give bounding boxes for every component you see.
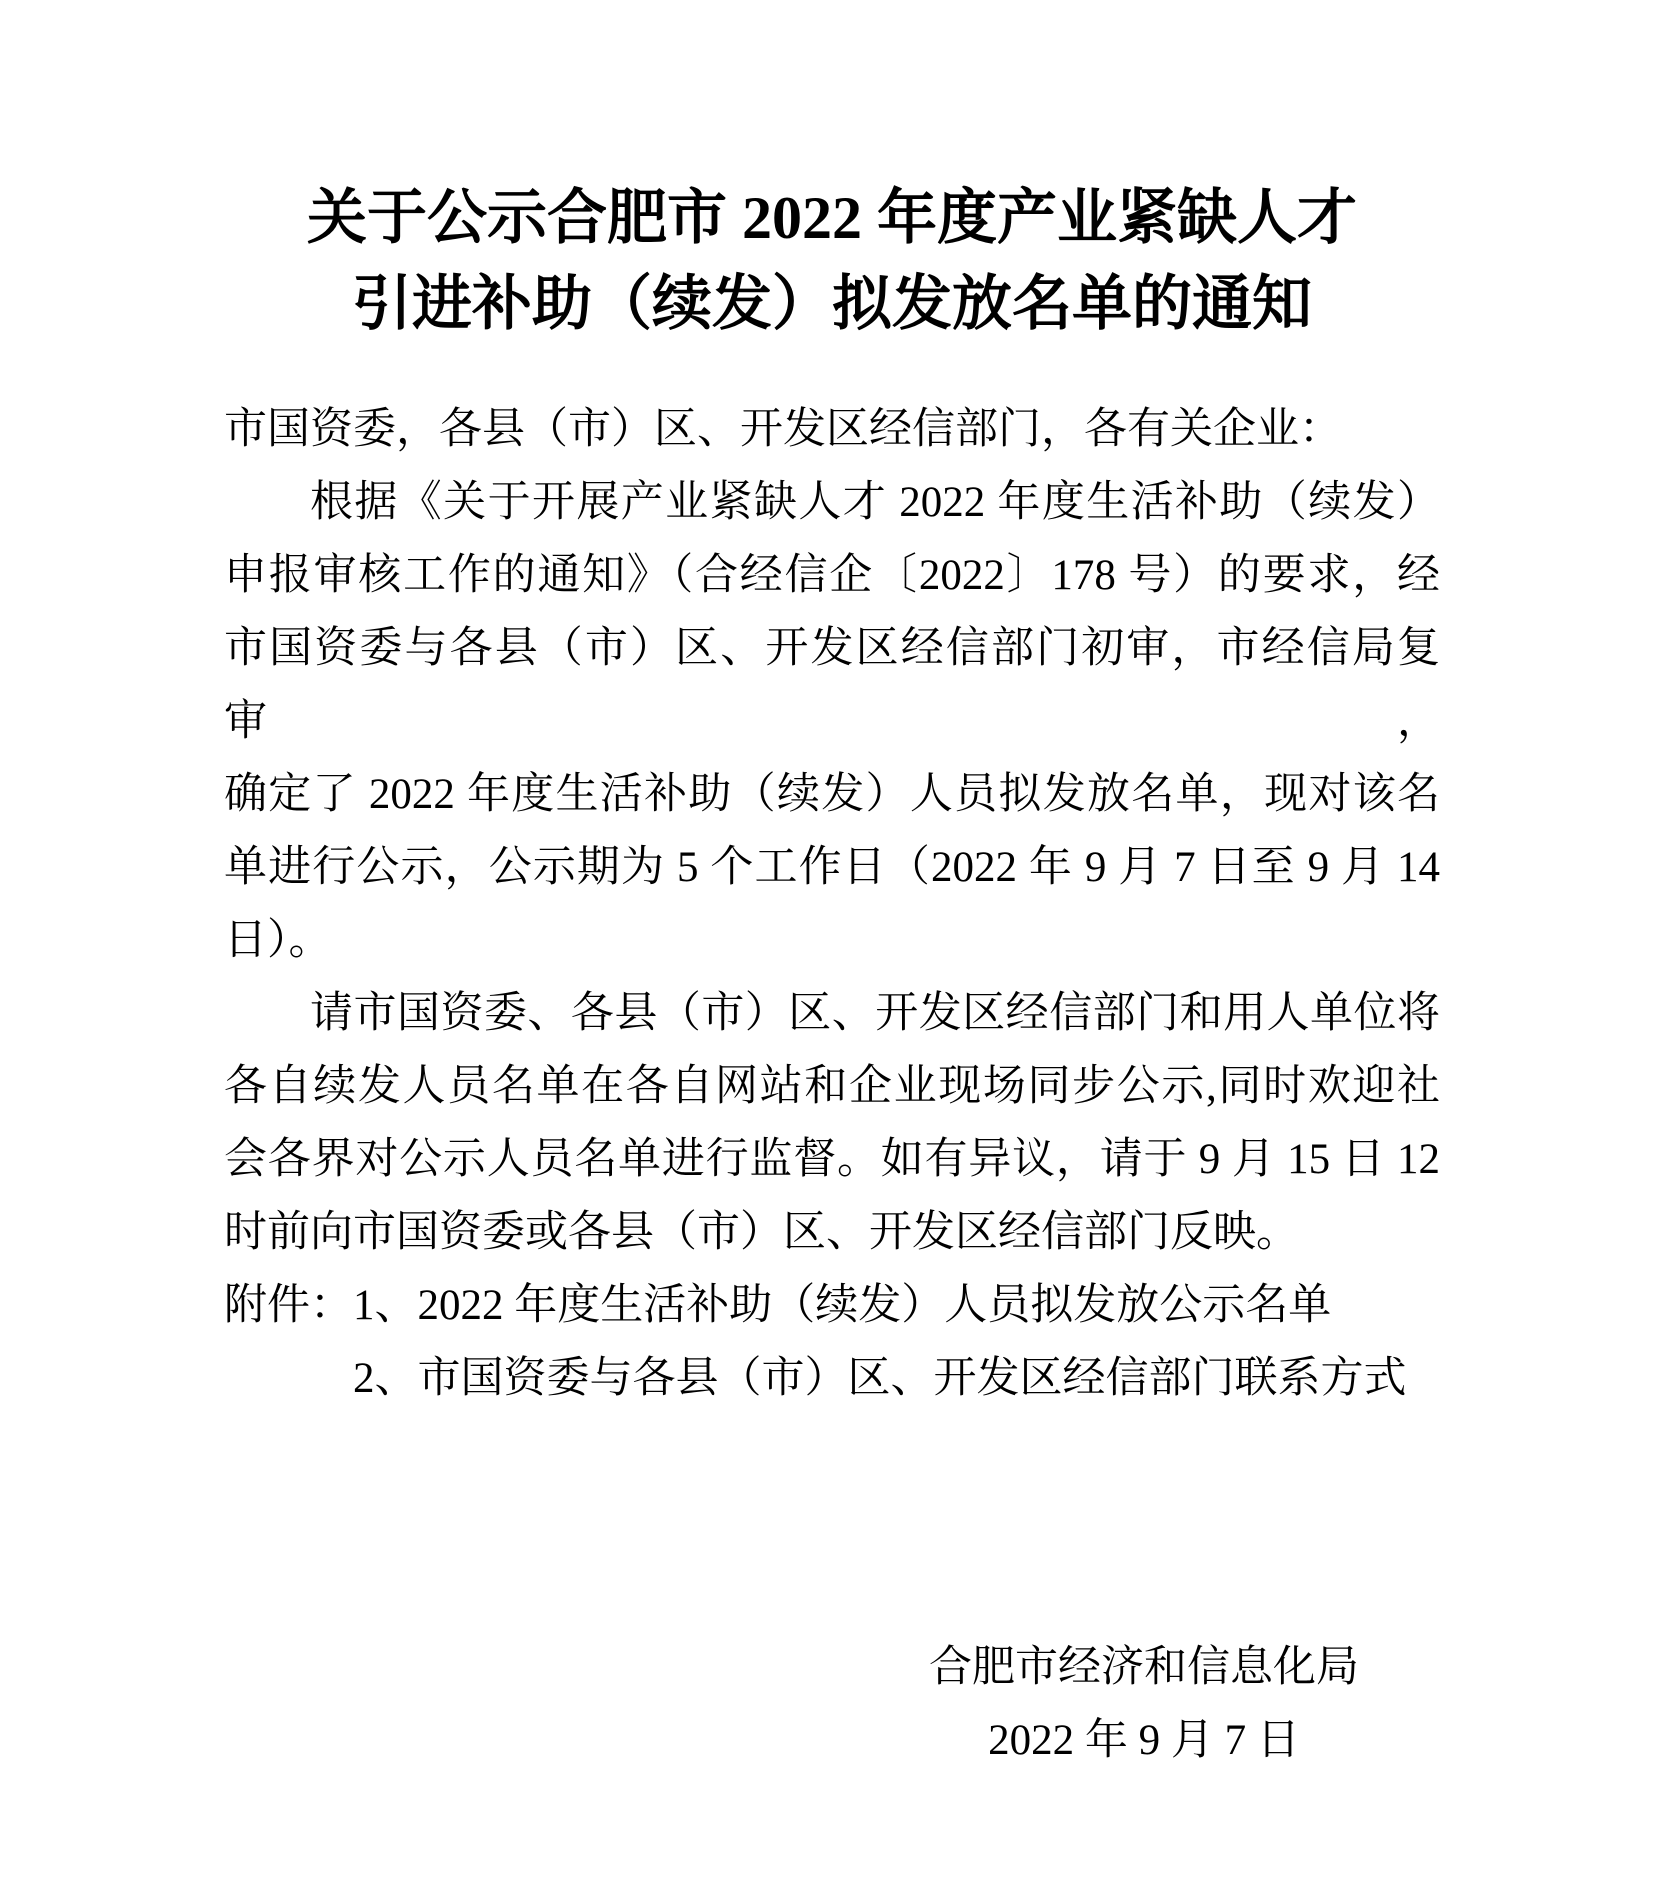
issuing-authority: 合肥市经济和信息化局 (929, 1644, 1359, 1691)
notice-title (224, 175, 1440, 347)
body-line: 单进行公示，公示期为 5 个工作日（2022 年 9 月 7 日至 9 月 14 (224, 844, 1440, 891)
body-line: 时前向市国资委或各县（市）区、开发区经信部门反映。 (224, 1209, 1299, 1256)
notice-title-line-1: 关于公示合肥市 2022 年度产业紧缺人才 (307, 185, 1357, 251)
body-line: 日）。 (224, 917, 332, 964)
body-line: 市国资委与各县（市）区、开发区经信部门初审，市经信局复审， (224, 625, 1440, 745)
body-line: 确定了 2022 年度生活补助（续发）人员拟发放名单，现对该名 (224, 771, 1440, 818)
notice-body (224, 393, 1440, 1415)
body-line: 会各界对公示人员名单进行监督。如有异议，请于 9 月 15 日 12 (224, 1136, 1440, 1183)
body-line: 根据《关于开展产业紧缺人才 2022 年度生活补助（续发） (310, 479, 1440, 526)
attachment-line-2: 2、市国资委与各县（市）区、开发区经信部门联系方式 (353, 1355, 1407, 1402)
body-line: 请市国资委、各县（市）区、开发区经信部门和用人单位将 (310, 990, 1440, 1037)
signature-block (929, 1631, 1359, 1777)
issue-date: 2022 年 9 月 7 日 (988, 1717, 1300, 1764)
salutation-line: 市国资委，各县（市）区、开发区经信部门，各有关企业： (224, 406, 1342, 453)
attachment-line-1: 附件：1、2022 年度生活补助（续发）人员拟发放公示名单 (224, 1282, 1332, 1329)
notice-title-line-2: 引进补助（续发）拟发放名单的通知 (352, 271, 1312, 337)
body-line: 申报审核工作的通知》（合经信企〔2022〕178 号）的要求，经 (224, 552, 1440, 599)
body-line: 各自续发人员名单在各自网站和企业现场同步公示,同时欢迎社 (224, 1063, 1440, 1110)
